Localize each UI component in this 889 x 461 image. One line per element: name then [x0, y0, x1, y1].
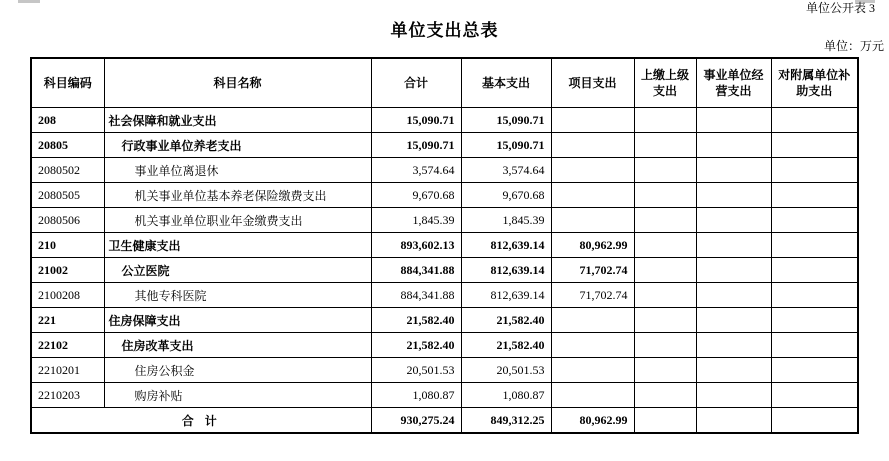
project-expenditure-cell — [551, 333, 634, 358]
operating-expenditure-cell — [696, 258, 771, 283]
total-cell: 9,670.68 — [371, 183, 461, 208]
basic-expenditure-cell: 3,574.64 — [461, 158, 551, 183]
header-subject-code: 科目编码 — [31, 58, 104, 108]
operating-expenditure-cell — [696, 183, 771, 208]
project-expenditure-cell — [551, 158, 634, 183]
total-cell: 3,574.64 — [371, 158, 461, 183]
operating-expenditure-cell — [696, 383, 771, 408]
unit-label: 单位：万元 — [823, 39, 884, 53]
table-row — [31, 133, 858, 158]
subsidy-expenditure-cell — [771, 258, 858, 283]
subject-name-cell: 机关事业单位基本养老保险缴费支出 — [104, 183, 371, 208]
header-row — [31, 58, 858, 108]
header-subject-name: 科目名称 — [104, 58, 371, 108]
subsidy-expenditure-cell — [771, 108, 858, 133]
upper-level-expenditure-cell — [634, 283, 696, 308]
project-expenditure-cell — [551, 358, 634, 383]
table-row — [31, 183, 858, 208]
subject-code-cell: 20805 — [31, 133, 104, 158]
subject-name-cell: 社会保障和就业支出 — [104, 108, 371, 133]
project-expenditure-cell: 71,702.74 — [551, 258, 634, 283]
subject-code-cell: 208 — [31, 108, 104, 133]
project-expenditure-cell — [551, 133, 634, 158]
upper-level-expenditure-cell — [634, 333, 696, 358]
total-row — [31, 408, 858, 434]
total-cell: 893,602.13 — [371, 233, 461, 258]
basic-expenditure-cell: 21,582.40 — [461, 333, 551, 358]
subsidy-expenditure-cell — [771, 333, 858, 358]
total-cell: 21,582.40 — [371, 333, 461, 358]
table-row — [31, 233, 858, 258]
total-cell: 1,845.39 — [371, 208, 461, 233]
subsidy-expenditure-cell — [771, 133, 858, 158]
subject-name-cell: 机关事业单位职业年金缴费支出 — [104, 208, 371, 233]
upper-level-expenditure-cell — [634, 358, 696, 383]
upper-level-expenditure-cell — [634, 208, 696, 233]
subject-code-cell: 2080506 — [31, 208, 104, 233]
table-body — [31, 108, 858, 408]
subject-name-cell: 其他专科医院 — [104, 283, 371, 308]
upper-level-expenditure-cell — [634, 233, 696, 258]
total-basic-value: 849,312.25 — [461, 408, 551, 434]
total-label: 合 计 — [31, 408, 371, 434]
upper-level-expenditure-cell — [634, 383, 696, 408]
total-sum-value: 930,275.24 — [371, 408, 461, 434]
subject-code-cell: 2080505 — [31, 183, 104, 208]
basic-expenditure-cell: 15,090.71 — [461, 108, 551, 133]
header-total: 合计 — [371, 58, 461, 108]
subject-code-cell: 2210201 — [31, 358, 104, 383]
header-project-expenditure: 项目支出 — [551, 58, 634, 108]
total-cell: 1,080.87 — [371, 383, 461, 408]
project-expenditure-cell: 71,702.74 — [551, 283, 634, 308]
basic-expenditure-cell: 21,582.40 — [461, 308, 551, 333]
operating-expenditure-cell — [696, 133, 771, 158]
subject-name-cell: 住房改革支出 — [104, 333, 371, 358]
project-expenditure-cell — [551, 108, 634, 133]
table-header — [31, 58, 858, 108]
total-operating-value — [696, 408, 771, 434]
basic-expenditure-cell: 812,639.14 — [461, 258, 551, 283]
total-cell: 20,501.53 — [371, 358, 461, 383]
upper-level-expenditure-cell — [634, 108, 696, 133]
operating-expenditure-cell — [696, 233, 771, 258]
project-expenditure-cell — [551, 383, 634, 408]
upper-level-expenditure-cell — [634, 133, 696, 158]
subsidy-expenditure-cell — [771, 183, 858, 208]
project-expenditure-cell — [551, 308, 634, 333]
total-cell: 21,582.40 — [371, 308, 461, 333]
operating-expenditure-cell — [696, 333, 771, 358]
operating-expenditure-cell — [696, 283, 771, 308]
basic-expenditure-cell: 812,639.14 — [461, 283, 551, 308]
expenditure-summary-table — [30, 57, 859, 434]
total-cell: 15,090.71 — [371, 108, 461, 133]
upper-level-expenditure-cell — [634, 258, 696, 283]
subject-name-cell: 购房补贴 — [104, 383, 371, 408]
subject-name-cell: 住房保障支出 — [104, 308, 371, 333]
subsidy-expenditure-cell — [771, 158, 858, 183]
header-basic-expenditure: 基本支出 — [461, 58, 551, 108]
scrollbar-artifact-left — [18, 0, 40, 3]
subject-name-cell: 卫生健康支出 — [104, 233, 371, 258]
project-expenditure-cell: 80,962.99 — [551, 233, 634, 258]
upper-level-expenditure-cell — [634, 183, 696, 208]
subsidy-expenditure-cell — [771, 208, 858, 233]
upper-level-expenditure-cell — [634, 308, 696, 333]
table-row — [31, 383, 858, 408]
table-row — [31, 208, 858, 233]
total-cell: 15,090.71 — [371, 133, 461, 158]
total-upper-level-value — [634, 408, 696, 434]
upper-level-expenditure-cell — [634, 158, 696, 183]
subject-name-cell: 事业单位离退休 — [104, 158, 371, 183]
table-row — [31, 333, 858, 358]
subject-code-cell: 22102 — [31, 333, 104, 358]
table-row — [31, 358, 858, 383]
page-title: 单位支出总表 — [390, 21, 499, 40]
subject-code-cell: 2210203 — [31, 383, 104, 408]
header-upper-level-expenditure: 上缴上级支出 — [634, 58, 696, 108]
basic-expenditure-cell: 9,670.68 — [461, 183, 551, 208]
subject-code-cell: 221 — [31, 308, 104, 333]
operating-expenditure-cell — [696, 308, 771, 333]
project-expenditure-cell — [551, 208, 634, 233]
form-number-label: 单位公开表 3 — [805, 1, 875, 15]
basic-expenditure-cell: 15,090.71 — [461, 133, 551, 158]
total-project-value: 80,962.99 — [551, 408, 634, 434]
subject-name-cell: 住房公积金 — [104, 358, 371, 383]
table-row — [31, 283, 858, 308]
basic-expenditure-cell: 1,845.39 — [461, 208, 551, 233]
table-row — [31, 158, 858, 183]
project-expenditure-cell — [551, 183, 634, 208]
subject-code-cell: 2100208 — [31, 283, 104, 308]
subject-name-cell: 行政事业单位养老支出 — [104, 133, 371, 158]
header-operating-expenditure: 事业单位经营支出 — [696, 58, 771, 108]
operating-expenditure-cell — [696, 108, 771, 133]
table-row — [31, 258, 858, 283]
basic-expenditure-cell: 812,639.14 — [461, 233, 551, 258]
subject-name-cell: 公立医院 — [104, 258, 371, 283]
table-row — [31, 108, 858, 133]
basic-expenditure-cell: 20,501.53 — [461, 358, 551, 383]
operating-expenditure-cell — [696, 208, 771, 233]
subject-code-cell: 2080502 — [31, 158, 104, 183]
total-subsidy-value — [771, 408, 858, 434]
subsidy-expenditure-cell — [771, 383, 858, 408]
subsidy-expenditure-cell — [771, 283, 858, 308]
subsidy-expenditure-cell — [771, 233, 858, 258]
total-cell: 884,341.88 — [371, 258, 461, 283]
subject-code-cell: 210 — [31, 233, 104, 258]
subsidy-expenditure-cell — [771, 358, 858, 383]
table-footer — [31, 408, 858, 434]
operating-expenditure-cell — [696, 358, 771, 383]
operating-expenditure-cell — [696, 158, 771, 183]
basic-expenditure-cell: 1,080.87 — [461, 383, 551, 408]
table-row — [31, 308, 858, 333]
subsidy-expenditure-cell — [771, 308, 858, 333]
total-cell: 884,341.88 — [371, 283, 461, 308]
subject-code-cell: 21002 — [31, 258, 104, 283]
header-subsidy-expenditure: 对附属单位补助支出 — [771, 58, 858, 108]
